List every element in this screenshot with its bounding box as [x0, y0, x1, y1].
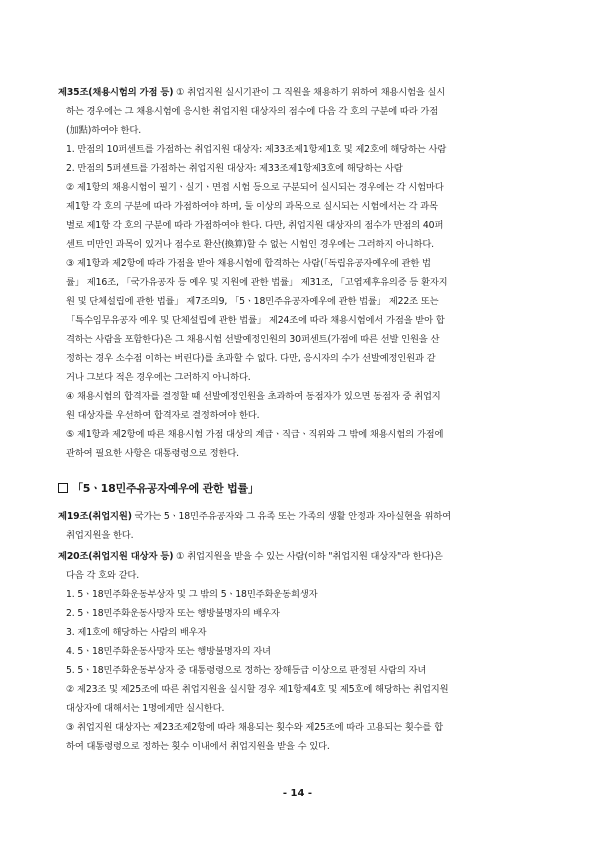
- article-35-item-1: 1. 만점의 10퍼센트를 가점하는 취업지원 대상자: 제33조제1항제1호 및 제2호에 해당하는 사람: [66, 144, 447, 155]
- article-35-para-2-line-1: ② 제1항의 채용시험이 필기ㆍ실기ㆍ면접 시험 등으로 구분되어 실시되는 경우에는 각 시험마다: [66, 182, 444, 193]
- article-35-para-3-line-2: 률」 제16조, 「국가유공자 등 예우 및 지원에 관한 법률」 제31조, 「고엽제후유의증 등 환자지: [66, 277, 448, 288]
- article-20-item-4: 4. 5ㆍ18민주화운동사망자 또는 행방불명자의 자녀: [66, 646, 271, 657]
- article-35-para-3-line-1: ③ 제1항과 제2항에 따라 가점을 받아 채용시험에 합격하는 사람(「독립유공자예우에 관한 법: [66, 258, 431, 269]
- article-19-line-2: 취업지원을 한다.: [66, 530, 134, 541]
- article-35-item-2: 2. 만점의 5퍼센트를 가점하는 취업지원 대상자: 제33조제1항제3호에 해당하는 사람: [66, 163, 403, 174]
- article-35-para-4-line-2: 원 대상자를 우선하여 합격자로 결정하여야 한다.: [66, 410, 260, 421]
- article-35-para-5-line-1: ⑤ 제1항과 제2항에 따른 채용시험 가점 대상의 계급ㆍ직급ㆍ직위와 그 밖에 채용시험의 가점에: [66, 429, 444, 440]
- article-20-item-3: 3. 제1호에 해당하는 사람의 배우자: [66, 627, 207, 638]
- article-20-para-3-line-2: 하여 대통령령으로 정하는 횟수 이내에서 취업지원을 받을 수 있다.: [66, 741, 330, 752]
- section-heading: 「5ㆍ18민주유공자예우에 관한 법률」: [58, 482, 259, 496]
- article-20-item-5: 5. 5ㆍ18민주화운동부상자 중 대통령령으로 정하는 장해등급 이상으로 판정된 사람의 자녀: [66, 665, 427, 676]
- article-35-para-3-line-7: 거나 그보다 적은 경우에는 그러하지 아니하다.: [66, 372, 251, 383]
- article-20-line-1: 제20조(취업지원 대상자 등) ① 취업지원을 받을 수 있는 사람(이하 "취업지원 대상자"라 한다)은: [58, 551, 443, 562]
- article-35-line-2: 하는 경우에는 그 채용시험에 응시한 취업지원 대상자의 점수에 다음 각 호의 구분에 따라 가점: [66, 106, 439, 117]
- article-20-item-1: 1. 5ㆍ18민주화운동부상자 및 그 밖의 5ㆍ18민주화운동희생자: [66, 589, 318, 600]
- page-number: - 14 -: [282, 788, 313, 799]
- article-20-line-2: 다음 각 호와 같다.: [66, 570, 140, 581]
- article-35-para-3-line-3: 원 및 단체설립에 관한 법률」 제7조의9, 「5ㆍ18민주유공자예우에 관한 법률」 제22조 또는: [66, 296, 439, 307]
- article-35-line-1: 제35조(채용시험의 가점 등) ① 취업지원 실시기관이 그 직원을 채용하기 위하여 채용시험을 실시: [58, 87, 446, 98]
- article-35-line-3: (加點)하여야 한다.: [66, 125, 142, 136]
- article-20-para-2-line-1: ② 제23조 및 제25조에 따른 취업지원을 실시할 경우 제1항제4호 및 제5호에 해당하는 취업지원: [66, 684, 449, 695]
- article-20-para-2-line-2: 대상자에 대해서는 1명에게만 실시한다.: [66, 703, 225, 714]
- article-35-para-3-line-5: 격하는 사람을 포함한다)은 그 채용시험 선발예정인원의 30퍼센트(가점에 따른 선발 인원을 산: [66, 334, 440, 345]
- checkbox-square-icon: [58, 483, 68, 493]
- article-35-para-3-line-4: 「특수임무유공자 예우 및 단체설립에 관한 법률」 제24조에 따라 채용시험에서 가점을 받아 합: [66, 315, 445, 326]
- article-20-item-2: 2. 5ㆍ18민주화운동사망자 또는 행방불명자의 배우자: [66, 608, 280, 619]
- article-35-para-5-line-2: 관하여 필요한 사항은 대통령령으로 정한다.: [66, 448, 239, 459]
- article-35-para-4-line-1: ④ 채용시험의 합격자를 결정할 때 선발예정인원을 초과하여 동점자가 있으면 동점자 중 취업지: [66, 391, 441, 402]
- article-19-title: 제19조(취업지원): [58, 511, 132, 522]
- article-35-title: 제35조(채용시험의 가점 등): [58, 87, 174, 98]
- article-20-title: 제20조(취업지원 대상자 등): [58, 551, 174, 562]
- article-35-para-2-line-4: 센트 미만인 과목이 있거나 점수로 환산(換算)할 수 없는 시험인 경우에는 그러하지 아니하다.: [66, 239, 434, 250]
- article-20-para-3-line-1: ③ 취업지원 대상자는 제23조제2항에 따라 채용되는 횟수와 제25조에 따라 고용되는 횟수를 합: [66, 722, 443, 733]
- article-19-line-1: 제19조(취업지원) 국가는 5ㆍ18민주유공자와 그 유족 또는 가족의 생활 안정과 자아실현을 위하여: [58, 511, 451, 522]
- article-35-para-2-line-3: 별로 제1항 각 호의 구분에 따라 가점하여야 한다. 다만, 취업지원 대상자의 점수가 만점의 40퍼: [66, 220, 444, 231]
- article-35-para-3-line-6: 정하는 경우 소수점 이하는 버린다)를 초과할 수 없다. 다만, 응시자의 수가 선발예정인원과 같: [66, 353, 436, 364]
- article-35-para-2-line-2: 제1항 각 호의 구분에 따라 가점하여야 하며, 둘 이상의 과목으로 실시되는 시험에서는 각 과목: [66, 201, 438, 212]
